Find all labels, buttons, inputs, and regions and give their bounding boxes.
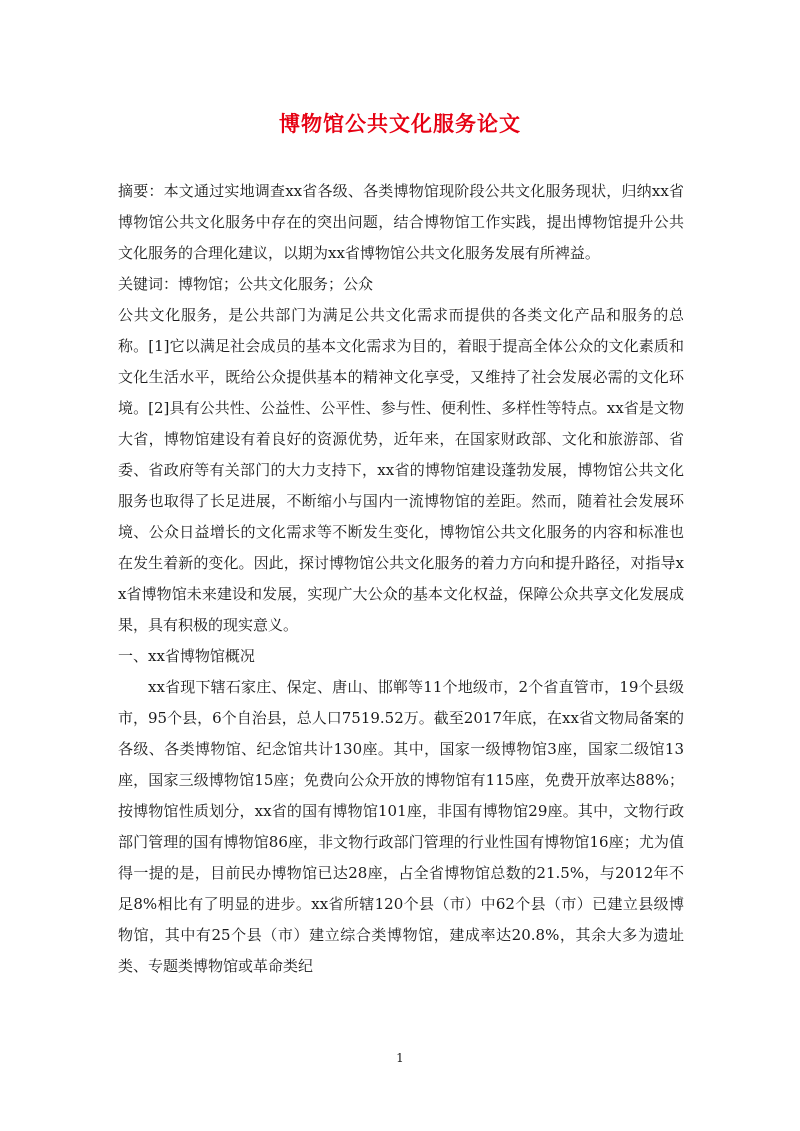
section-body-paragraph: xx省现下辖石家庄、保定、唐山、邯郸等11个地级市，2个省直管市，19个县级市，95个县，6个自治县，总人口7519.52万。截至2017年底，在xx省文物局备案的各级、各类博物馆、纪念馆共计130座。其中，国家一级博物馆3座，国家二级馆13座，国家三级博物馆15座；免费向公众开放的博物馆有115座，免费开放率达88%；按博物馆性质划分，xx省的国有博物馆101座，非国有博物馆29座。其中，文物行政部门管理的国有博物馆86座，非文物行政部门管理的行业性国有博物馆16座；尤为值得一提的是，目前民办博物馆已达28座，占全省博物馆总数的21.5%，与2012年不足8%相比有了明显的进步。xx省所辖120个县（市）中62个县（市）已建立县级博物馆，其中有25个县（市）建立综合类博物馆，建成率达20.8%，其余大多为遗址类、专题类博物馆或革命类纪 — [118, 678, 684, 975]
section-heading: 一、xx省博物馆概况 — [118, 647, 255, 665]
keywords-paragraph: 关键词：博物馆；公共文化服务；公众 — [118, 275, 374, 293]
abstract-paragraph: 摘要：本文通过实地调查xx省各级、各类博物馆现阶段公共文化服务现状，归纳xx省博物馆公共文化服务中存在的突出问题，结合博物馆工作实践，提出博物馆提升公共文化服务的合理化建议，以期为xx省博物馆公共文化服务发展有所裨益。 — [118, 182, 684, 262]
intro-paragraph: 公共文化服务，是公共部门为满足公共文化需求而提供的各类文化产品和服务的总称。[1]它以满足社会成员的基本文化需求为目的，着眼于提高全体公众的文化素质和文化生活水平，既给公众提供基本的精神文化享受，又维持了社会发展必需的文化环境。[2]具有公共性、公益性、公平性、参与性、便利性、多样性等特点。xx省是文物大省，博物馆建设有着良好的资源优势，近年来，在国家财政部、文化和旅游部、省委、省政府等有关部门的大力支持下，xx省的博物馆建设蓬勃发展，博物馆公共文化服务也取得了长足进展，不断缩小与国内一流博物馆的差距。然而，随着社会发展环境、公众日益增长的文化需求等不断发生变化，博物馆公共文化服务的内容和标准也在发生着新的变化。因此，探讨博物馆公共文化服务的着力方向和提升路径，对指导xx省博物馆未来建设和发展，实现广大公众的基本文化权益，保障公众共享文化发展成果，具有积极的现实意义。 — [118, 306, 684, 634]
page-number: 1 — [396, 1051, 404, 1065]
document-body — [118, 176, 684, 982]
document-title: 博物馆公共文化服务论文 — [279, 111, 521, 136]
